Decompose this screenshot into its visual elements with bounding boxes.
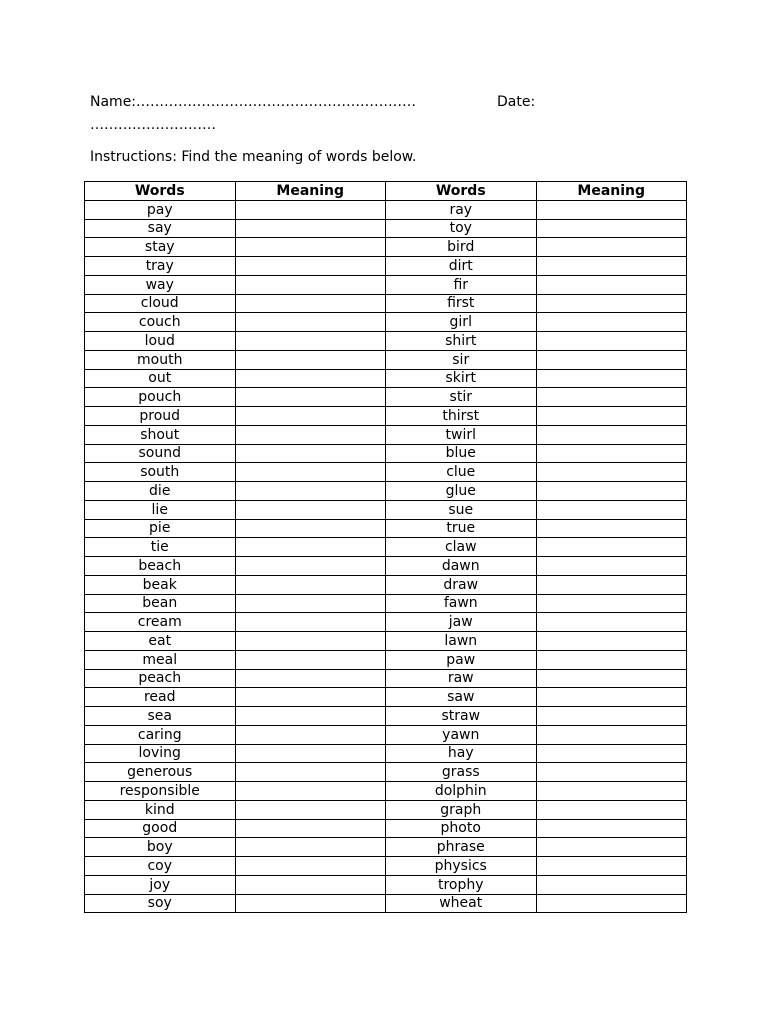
meaning-blank-cell[interactable] [235, 332, 386, 351]
word-cell: true [386, 519, 537, 538]
column-header-meaning-1: Meaning [235, 182, 386, 201]
table-row [85, 482, 687, 501]
table-row [85, 819, 687, 838]
table-row [85, 725, 687, 744]
meaning-blank-cell[interactable] [536, 894, 687, 913]
meaning-blank-cell[interactable] [536, 819, 687, 838]
table-row [85, 744, 687, 763]
meaning-blank-cell[interactable] [536, 463, 687, 482]
meaning-blank-cell[interactable] [235, 688, 386, 707]
meaning-blank-cell[interactable] [536, 369, 687, 388]
meaning-blank-cell[interactable] [235, 632, 386, 651]
word-cell: fawn [386, 594, 537, 613]
column-header-words-1: Words [85, 182, 236, 201]
meaning-blank-cell[interactable] [536, 313, 687, 332]
meaning-blank-cell[interactable] [536, 482, 687, 501]
meaning-blank-cell[interactable] [235, 519, 386, 538]
word-cell: generous [85, 763, 236, 782]
table-row [85, 650, 687, 669]
word-cell: hay [386, 744, 537, 763]
meaning-blank-cell[interactable] [235, 669, 386, 688]
table-row [85, 519, 687, 538]
table-row [85, 500, 687, 519]
column-header-meaning-2: Meaning [536, 182, 687, 201]
word-cell: coy [85, 857, 236, 876]
table-row [85, 838, 687, 857]
meaning-blank-cell[interactable] [235, 613, 386, 632]
table-row [85, 782, 687, 801]
meaning-blank-cell[interactable] [235, 875, 386, 894]
meaning-blank-cell[interactable] [536, 500, 687, 519]
table-row [85, 219, 687, 238]
meaning-blank-cell[interactable] [235, 763, 386, 782]
word-cell: straw [386, 707, 537, 726]
meaning-blank-cell[interactable] [235, 313, 386, 332]
table-header-row [85, 182, 687, 201]
word-cell: responsible [85, 782, 236, 801]
word-cell: couch [85, 313, 236, 332]
table-row [85, 275, 687, 294]
word-cell: pouch [85, 388, 236, 407]
word-cell: wheat [386, 894, 537, 913]
meaning-blank-cell[interactable] [536, 219, 687, 238]
table-row [85, 688, 687, 707]
meaning-blank-cell[interactable] [536, 257, 687, 276]
meaning-blank-cell[interactable] [235, 650, 386, 669]
word-cell: say [85, 219, 236, 238]
meaning-blank-cell[interactable] [235, 800, 386, 819]
word-cell: sir [386, 350, 537, 369]
word-cell: graph [386, 800, 537, 819]
meaning-blank-cell[interactable] [235, 707, 386, 726]
table-row [85, 388, 687, 407]
word-cell: jaw [386, 613, 537, 632]
column-header-words-2: Words [386, 182, 537, 201]
table-row [85, 313, 687, 332]
meaning-blank-cell[interactable] [235, 725, 386, 744]
meaning-blank-cell[interactable] [536, 350, 687, 369]
word-cell: tray [85, 257, 236, 276]
table-row [85, 575, 687, 594]
meaning-blank-cell[interactable] [235, 857, 386, 876]
word-cell: stay [85, 238, 236, 257]
word-cell: toy [386, 219, 537, 238]
word-cell: yawn [386, 725, 537, 744]
meaning-blank-cell[interactable] [536, 407, 687, 426]
meaning-blank-cell[interactable] [235, 407, 386, 426]
table-row [85, 200, 687, 219]
meaning-blank-cell[interactable] [235, 838, 386, 857]
meaning-blank-cell[interactable] [536, 200, 687, 219]
table-row [85, 669, 687, 688]
meaning-blank-cell[interactable] [235, 894, 386, 913]
table-row [85, 463, 687, 482]
meaning-blank-cell[interactable] [536, 388, 687, 407]
meaning-blank-cell[interactable] [536, 688, 687, 707]
table-row [85, 369, 687, 388]
meaning-blank-cell[interactable] [235, 575, 386, 594]
table-row [85, 707, 687, 726]
meaning-blank-cell[interactable] [235, 744, 386, 763]
meaning-blank-cell[interactable] [536, 707, 687, 726]
meaning-blank-cell[interactable] [536, 669, 687, 688]
table-row [85, 538, 687, 557]
date-label: Date: [497, 94, 536, 110]
name-field-line: Name:…………………………………………………… [90, 94, 417, 110]
word-cell: blue [386, 444, 537, 463]
meaning-blank-cell[interactable] [536, 238, 687, 257]
meaning-blank-cell[interactable] [536, 782, 687, 801]
date-field-line: ……………………… [90, 117, 216, 133]
word-cell: beach [85, 557, 236, 576]
word-cell: dolphin [386, 782, 537, 801]
meaning-blank-cell[interactable] [235, 238, 386, 257]
meaning-blank-cell[interactable] [536, 632, 687, 651]
meaning-blank-cell[interactable] [536, 838, 687, 857]
table-row [85, 857, 687, 876]
meaning-blank-cell[interactable] [235, 388, 386, 407]
meaning-blank-cell[interactable] [235, 538, 386, 557]
table-row [85, 800, 687, 819]
word-cell: read [85, 688, 236, 707]
meaning-blank-cell[interactable] [235, 275, 386, 294]
word-cell: peach [85, 669, 236, 688]
meaning-blank-cell[interactable] [536, 744, 687, 763]
table-row [85, 294, 687, 313]
table-row [85, 763, 687, 782]
word-cell: girl [386, 313, 537, 332]
meaning-blank-cell[interactable] [536, 575, 687, 594]
word-cell: meal [85, 650, 236, 669]
table-row [85, 632, 687, 651]
meaning-blank-cell[interactable] [235, 425, 386, 444]
word-cell: shirt [386, 332, 537, 351]
meaning-blank-cell[interactable] [235, 200, 386, 219]
vocabulary-table [84, 181, 687, 913]
word-cell: grass [386, 763, 537, 782]
word-cell: lawn [386, 632, 537, 651]
meaning-blank-cell[interactable] [235, 782, 386, 801]
word-cell: saw [386, 688, 537, 707]
word-cell: bean [85, 594, 236, 613]
word-cell: dawn [386, 557, 537, 576]
meaning-blank-cell[interactable] [235, 350, 386, 369]
meaning-blank-cell[interactable] [536, 557, 687, 576]
word-cell: boy [85, 838, 236, 857]
word-cell: photo [386, 819, 537, 838]
word-cell: trophy [386, 875, 537, 894]
word-cell: out [85, 369, 236, 388]
word-cell: proud [85, 407, 236, 426]
meaning-blank-cell[interactable] [536, 875, 687, 894]
table-row [85, 594, 687, 613]
instructions-text: Instructions: Find the meaning of words below. [90, 149, 417, 165]
meaning-blank-cell[interactable] [235, 594, 386, 613]
word-cell: sea [85, 707, 236, 726]
meaning-blank-cell[interactable] [235, 482, 386, 501]
word-cell: clue [386, 463, 537, 482]
word-cell: pay [85, 200, 236, 219]
word-cell: fir [386, 275, 537, 294]
meaning-blank-cell[interactable] [536, 538, 687, 557]
word-cell: joy [85, 875, 236, 894]
word-cell: phrase [386, 838, 537, 857]
meaning-blank-cell[interactable] [536, 425, 687, 444]
meaning-blank-cell[interactable] [536, 594, 687, 613]
word-cell: lie [85, 500, 236, 519]
meaning-blank-cell[interactable] [536, 725, 687, 744]
table-row [85, 425, 687, 444]
table-row [85, 444, 687, 463]
meaning-blank-cell[interactable] [536, 332, 687, 351]
meaning-blank-cell[interactable] [235, 557, 386, 576]
table-row [85, 332, 687, 351]
meaning-blank-cell[interactable] [536, 275, 687, 294]
word-cell: first [386, 294, 537, 313]
table-body [85, 200, 687, 913]
meaning-blank-cell[interactable] [235, 463, 386, 482]
word-cell: beak [85, 575, 236, 594]
meaning-blank-cell[interactable] [235, 369, 386, 388]
meaning-blank-cell[interactable] [235, 444, 386, 463]
word-cell: south [85, 463, 236, 482]
table-row [85, 238, 687, 257]
table-row [85, 407, 687, 426]
word-cell: glue [386, 482, 537, 501]
table-row [85, 875, 687, 894]
meaning-blank-cell[interactable] [235, 257, 386, 276]
table-row [85, 257, 687, 276]
meaning-blank-cell[interactable] [235, 819, 386, 838]
meaning-blank-cell[interactable] [235, 219, 386, 238]
word-cell: good [85, 819, 236, 838]
word-cell: sound [85, 444, 236, 463]
word-cell: caring [85, 725, 236, 744]
meaning-blank-cell[interactable] [536, 613, 687, 632]
word-cell: thirst [386, 407, 537, 426]
word-cell: twirl [386, 425, 537, 444]
meaning-blank-cell[interactable] [235, 294, 386, 313]
meaning-blank-cell[interactable] [536, 800, 687, 819]
meaning-blank-cell[interactable] [536, 857, 687, 876]
word-cell: bird [386, 238, 537, 257]
word-cell: ray [386, 200, 537, 219]
word-cell: way [85, 275, 236, 294]
word-cell: paw [386, 650, 537, 669]
meaning-blank-cell[interactable] [536, 294, 687, 313]
word-cell: cloud [85, 294, 236, 313]
word-cell: soy [85, 894, 236, 913]
meaning-blank-cell[interactable] [235, 500, 386, 519]
word-cell: tie [85, 538, 236, 557]
word-cell: skirt [386, 369, 537, 388]
word-cell: loving [85, 744, 236, 763]
table-row [85, 350, 687, 369]
word-cell: die [85, 482, 236, 501]
word-cell: kind [85, 800, 236, 819]
word-cell: raw [386, 669, 537, 688]
word-cell: eat [85, 632, 236, 651]
word-cell: claw [386, 538, 537, 557]
word-cell: sue [386, 500, 537, 519]
meaning-blank-cell[interactable] [536, 763, 687, 782]
meaning-blank-cell[interactable] [536, 650, 687, 669]
table-row [85, 557, 687, 576]
word-cell: pie [85, 519, 236, 538]
word-cell: physics [386, 857, 537, 876]
word-cell: stir [386, 388, 537, 407]
meaning-blank-cell[interactable] [536, 519, 687, 538]
table-row [85, 613, 687, 632]
word-cell: mouth [85, 350, 236, 369]
word-cell: dirt [386, 257, 537, 276]
table-row [85, 894, 687, 913]
word-cell: loud [85, 332, 236, 351]
word-cell: shout [85, 425, 236, 444]
word-cell: cream [85, 613, 236, 632]
meaning-blank-cell[interactable] [536, 444, 687, 463]
word-cell: draw [386, 575, 537, 594]
